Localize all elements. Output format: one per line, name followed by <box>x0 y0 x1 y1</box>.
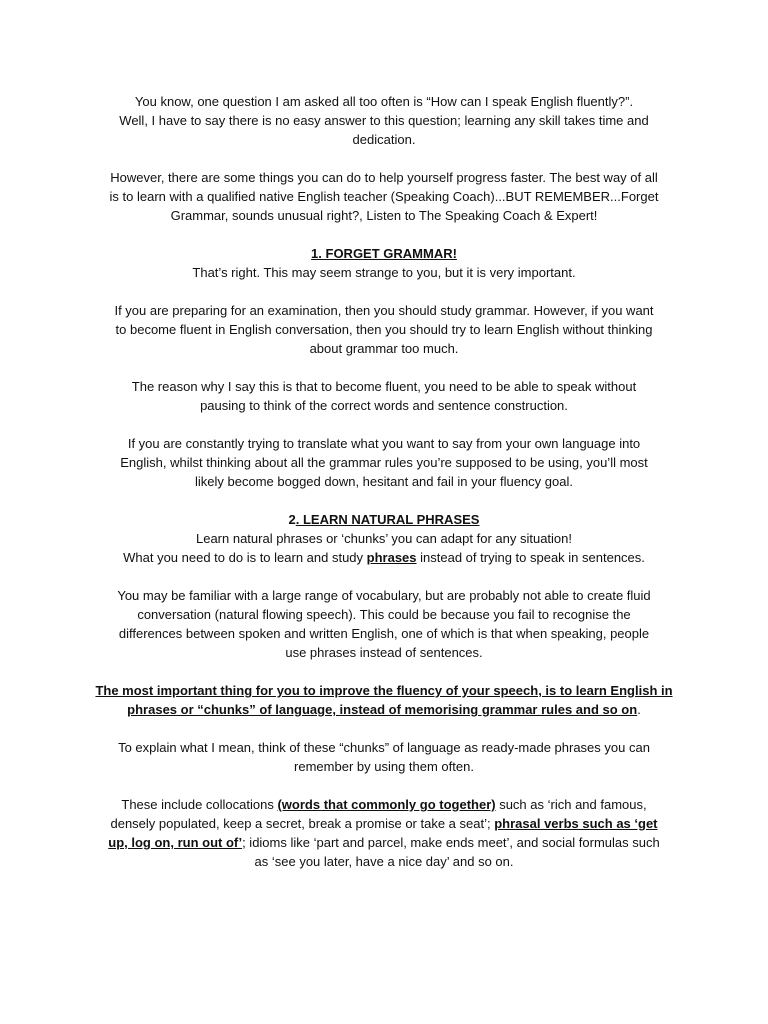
text-segment: dedication. <box>352 132 416 147</box>
text-segment: Grammar, sounds unusual right?, Listen to The Speaking Coach & Expert! <box>170 208 598 223</box>
text-line <box>0 795 768 814</box>
text-line <box>0 738 768 757</box>
text-line <box>0 130 768 149</box>
text-segment: 2 <box>288 512 296 527</box>
text-line <box>0 434 768 453</box>
text-line <box>0 377 768 396</box>
paragraph <box>0 92 768 149</box>
text-line <box>0 700 768 719</box>
paragraph <box>0 681 768 719</box>
text-line <box>0 472 768 491</box>
text-line <box>0 624 768 643</box>
paragraph <box>0 168 768 225</box>
text-segment: . <box>637 702 641 717</box>
document-body <box>0 92 768 890</box>
text-line <box>0 320 768 339</box>
text-segment: What you need to do is to learn and study <box>123 550 367 565</box>
text-line <box>0 244 768 263</box>
text-segment: ; idioms like ‘part and parcel, make ends meet’, and social formulas such <box>242 835 660 850</box>
text-line <box>0 263 768 282</box>
text-segment: is to learn with a qualified native English teacher (Speaking Coach)...BUT REMEMBER...Forget <box>109 189 659 204</box>
text-segment: such as ‘rich and famous, <box>495 797 647 812</box>
text-segment: differences between spoken and written English, one of which is that when speaking, people <box>118 626 650 641</box>
text-line <box>0 643 768 662</box>
text-line <box>0 510 768 529</box>
paragraph <box>0 301 768 358</box>
text-line <box>0 757 768 776</box>
text-segment: pausing to think of the correct words and sentence construction. <box>200 398 568 413</box>
emphasized-text: . LEARN NATURAL PHRASES <box>295 512 480 527</box>
paragraph <box>0 510 768 567</box>
text-segment: If you are preparing for an examination, then you should study grammar. However, if you want <box>114 303 654 318</box>
paragraph <box>0 377 768 415</box>
text-segment: English, whilst thinking about all the grammar rules you’re supposed to be using, you’ll most <box>120 455 648 470</box>
text-segment: However, there are some things you can do to help yourself progress faster. The best way of all <box>110 170 658 185</box>
text-line <box>0 681 768 700</box>
paragraph <box>0 434 768 491</box>
text-line <box>0 453 768 472</box>
text-line <box>0 529 768 548</box>
text-segment: as ‘see you later, have a nice day’ and so on. <box>254 854 514 869</box>
text-segment: If you are constantly trying to translate what you want to say from your own language into <box>127 436 641 451</box>
text-line <box>0 814 768 833</box>
emphasized-text: phrasal verbs such as ‘get <box>494 816 658 831</box>
text-segment: instead of trying to speak in sentences. <box>416 550 645 565</box>
emphasized-text: up, log on, run out of’ <box>108 835 243 850</box>
text-line <box>0 168 768 187</box>
emphasized-text: The most important thing for you to improve the fluency of your speech, is to learn English in <box>95 683 673 698</box>
text-segment: densely populated, keep a secret, break a promise or take a seat’; <box>110 816 495 831</box>
text-segment: to become fluent in English conversation, then you should try to learn English without thinking <box>115 322 653 337</box>
emphasized-text: 1. FORGET GRAMMAR! <box>311 246 457 261</box>
text-line <box>0 301 768 320</box>
text-line <box>0 339 768 358</box>
paragraph <box>0 795 768 871</box>
text-line <box>0 605 768 624</box>
text-line <box>0 206 768 225</box>
paragraph <box>0 738 768 776</box>
text-segment: The reason why I say this is that to become fluent, you need to be able to speak without <box>131 379 637 394</box>
text-segment: remember by using them often. <box>294 759 474 774</box>
text-line <box>0 833 768 852</box>
text-segment: You may be familiar with a large range of vocabulary, but are probably not able to create fluid <box>117 588 651 603</box>
text-segment: To explain what I mean, think of these “chunks” of language as ready-made phrases you can <box>118 740 650 755</box>
text-line <box>0 111 768 130</box>
text-segment: likely become bogged down, hesitant and fail in your fluency goal. <box>195 474 573 489</box>
text-segment: These include collocations <box>121 797 278 812</box>
text-segment: about grammar too much. <box>309 341 459 356</box>
text-line <box>0 187 768 206</box>
text-segment: conversation (natural flowing speech). This could be because you fail to recognise the <box>137 607 631 622</box>
text-segment: You know, one question I am asked all too often is “How can I speak English fluently?”. <box>134 94 634 109</box>
paragraph <box>0 586 768 662</box>
text-segment: use phrases instead of sentences. <box>285 645 483 660</box>
emphasized-text: phrases <box>366 550 417 565</box>
text-segment: That’s right. This may seem strange to you, but it is very important. <box>192 265 576 280</box>
text-segment: Well, I have to say there is no easy answer to this question; learning any skill takes time and <box>119 113 649 128</box>
text-line <box>0 396 768 415</box>
text-line <box>0 586 768 605</box>
text-line <box>0 92 768 111</box>
paragraph <box>0 244 768 282</box>
emphasized-text: (words that commonly go together) <box>277 797 496 812</box>
text-segment: Learn natural phrases or ‘chunks’ you can adapt for any situation! <box>195 531 573 546</box>
text-line <box>0 852 768 871</box>
emphasized-text: phrases or “chunks” of language, instead of memorising grammar rules and so on <box>127 702 638 717</box>
text-line <box>0 548 768 567</box>
